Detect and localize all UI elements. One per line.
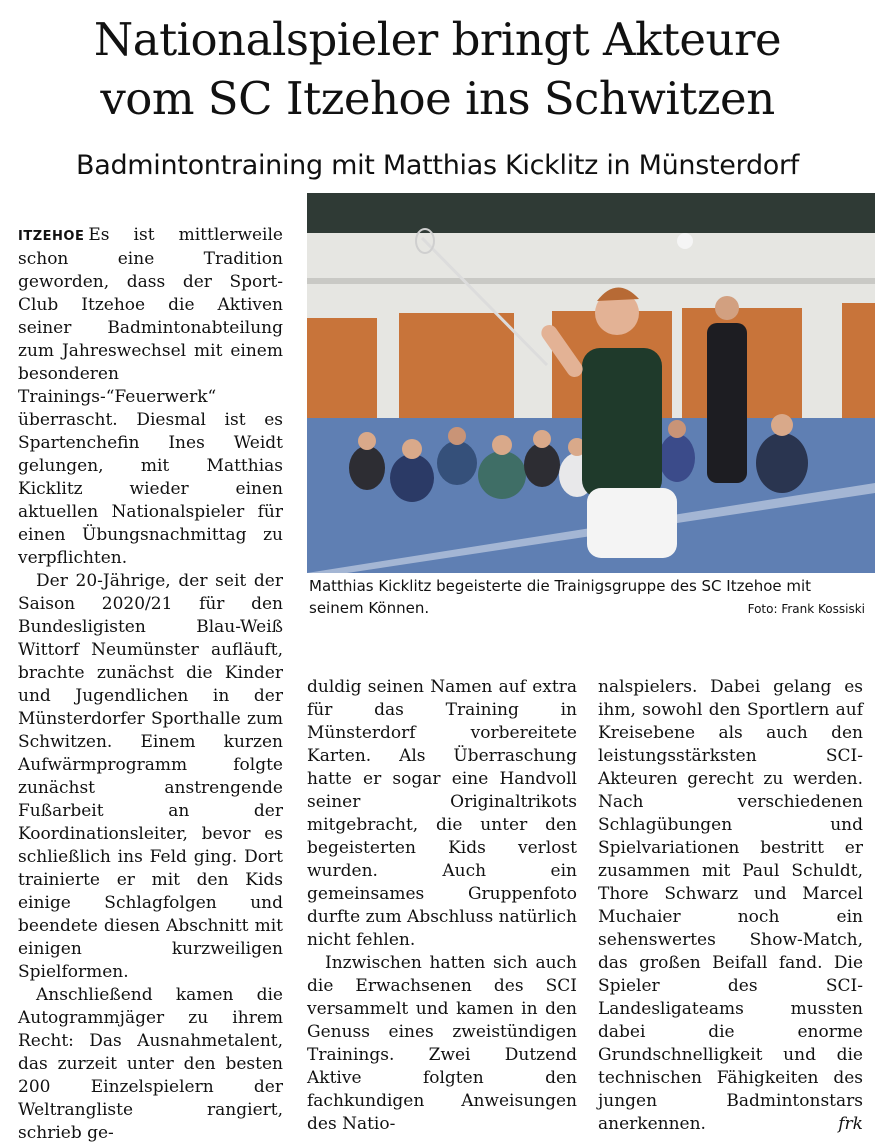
- article-column-3: [598, 676, 863, 1136]
- paragraph-1-text: Es ist mittlerweile schon eine Tradition geworden, dass der Sport-Club Itzehoe die Aktiven seiner Badmintonabteilung zum Jahreswechsel mit einem besonderen Trainings-“Feuerwerk“ überrascht. Diesmal ist es Spartenchefin Ines Weidt gelungen, mit Matthias Kicklitz wieder einen aktuellen Nationalspieler für einen Übungsnachmittag zu verpflichten.: [18, 225, 283, 568]
- subheadline: Badmintontraining mit Matthias Kicklitz in Münsterdorf: [75, 150, 800, 181]
- paragraph-3: Anschließend kamen die Autogrammjäger zu ihrem Recht: Das Ausnahmetalent, das zurzeit unter den besten 200 Einzelspielern der Weltrangliste rangiert, schrieb ge-: [18, 985, 283, 1143]
- paragraph-4-continued-text: nalspielers. Dabei gelang es ihm, sowohl den Sportlern auf Kreisebene als auch den leistungsstärksten SCI-Akteuren gerecht zu werden. Nach verschiedenen Schlagübungen und Spielvariationen bestritt er zusammen mit Paul Schuldt, Thore Schwarz und Marcel Muchaier noch ein sehenswertes Show-Match, das großen Beifall fand. Die Spieler des SCI-Landesligateams mussten dabei die enorme Grundschnelligkeit und die technischen Fähigkeiten des jungen Badmintonstars anerkennen.: [598, 677, 863, 1134]
- paragraph-2: Der 20-Jährige, der seit der Saison 2020/21 für den Bundesligisten Blau-Weiß Wittorf Neumünster aufläuft, brachte zunächst die Kinder und Jugendlichen in der Münsterdorfer Sporthalle zum Schwitzen. Einem kurzen Aufwärmprogramm folgte zunächst anstrengende Fußarbeit an der Koordinationsleiter, bevor es schließlich ins Feld ging. Dort trainierte er mit den Kids einige Schlagfolgen und beendete diesen Abschnitt mit einigen kurzweiligen Spielformen.: [18, 571, 283, 982]
- badminton-photo-illustration: [307, 193, 875, 573]
- paragraph-4: Inzwischen hatten sich auch die Erwachsenen des SCI versammelt und kamen in den Genuss eines zweistündigen Trainings. Zwei Dutzend Aktive folgten den fachkundigen Anweisungen des Natio-: [307, 953, 577, 1134]
- paragraph-1: [18, 224, 283, 570]
- paragraph-4-continued: [598, 676, 863, 1136]
- photo-caption: Matthias Kicklitz begeisterte die Trainigsgruppe des SC Itzehoe mit seinem Können.: [309, 577, 812, 617]
- article-column-2: [307, 676, 577, 1136]
- paragraph-3-continued: duldig seinen Namen auf extra für das Training in Münsterdorf vorbereitete Karten. Als Überraschung hatte er sogar eine Handvoll seiner Originaltrikots mitgebracht, die unter den begeisterten Kids verlost wurden. Auch ein gemeinsames Gruppenfoto durfte zum Abschluss natürlich nicht fehlen.: [307, 677, 577, 950]
- article-column-1: [18, 224, 283, 1145]
- headline-line-1: Nationalspieler bringt Akteure: [93, 13, 782, 66]
- dateline: ITZEHOE: [18, 229, 85, 244]
- headline: [0, 10, 875, 128]
- article-photo: [307, 193, 875, 573]
- photo-credit: Foto: Frank Kossiski: [747, 602, 865, 616]
- author-signature: frk: [838, 1114, 863, 1134]
- headline-line-2: vom SC Itzehoe ins Schwitzen: [100, 72, 775, 125]
